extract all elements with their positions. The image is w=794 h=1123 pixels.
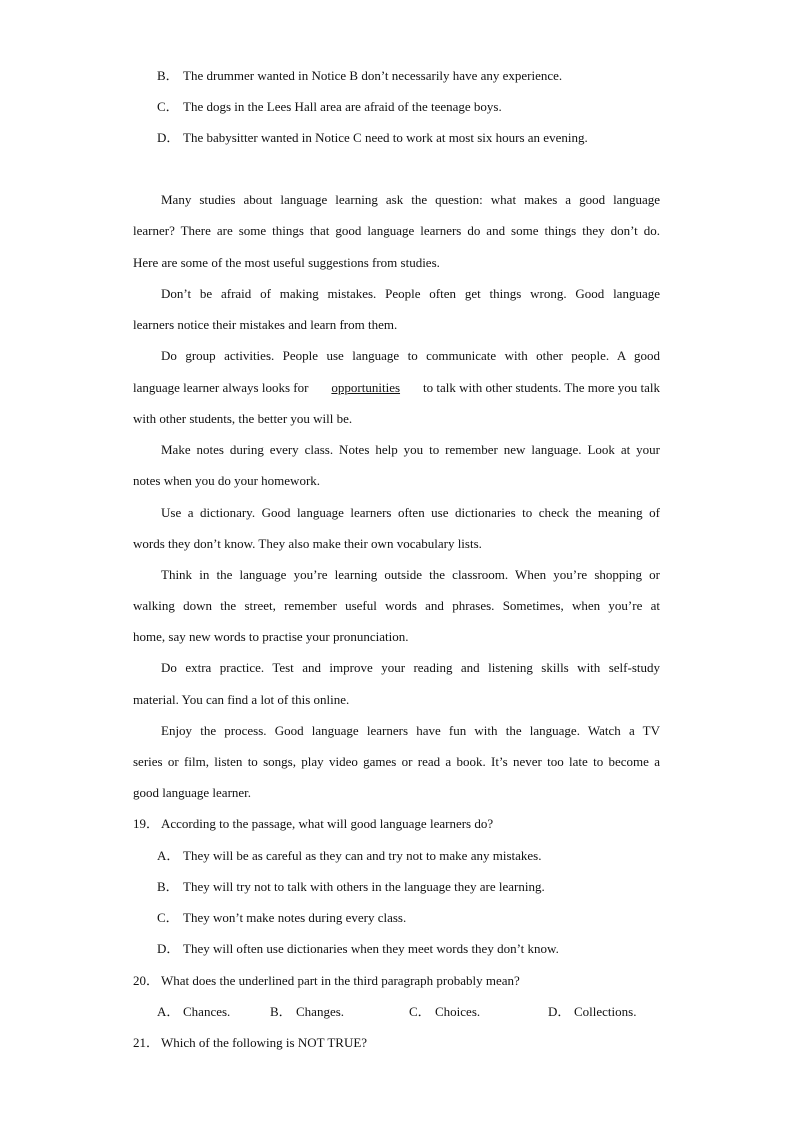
option-text: The drummer wanted in Notice B don’t necessarily have any experience. [183,68,563,83]
prev-option-b [157,68,562,84]
option-label: C． [409,1004,431,1019]
option-text: Collections. [574,1004,637,1019]
option-text: They will try not to talk with others in the language they are learning. [183,879,545,894]
question-20 [133,973,520,989]
question-21 [133,1035,367,1051]
option-label: A． [157,1004,180,1019]
passage-line: Think in the language you’re learning outside the classroom. When you’re shopping or [161,567,660,582]
passage-line-suffix: to talk with other students. The more you talk [423,380,660,395]
question-19 [133,816,493,832]
option-label: A． [157,848,180,863]
option-label: D． [157,941,180,956]
passage-line: Here are some of the most useful suggestions from studies. [133,255,440,270]
option-text: They will often use dictionaries when they meet words they don’t know. [183,941,559,956]
prev-option-d [157,130,588,146]
question-number: 21． [133,1035,160,1050]
question-number: 19． [133,816,160,831]
passage-line: with other students, the better you will be. [133,411,353,426]
question-text: What does the underlined part in the third paragraph probably mean? [161,973,520,988]
question-19-option-a[interactable] [157,848,541,864]
passage-line: Do extra practice. Test and improve your reading and listening skills with self-study [161,660,660,675]
underlined-word: opportunities [331,380,401,395]
question-number: 20． [133,973,160,988]
passage-line: learners notice their mistakes and learn from them. [133,317,398,332]
passage-line: Use a dictionary. Good language learners often use dictionaries to check the meaning of [161,505,660,520]
passage-line: learner? There are some things that good language learners do and some things they don’t do. [133,223,660,238]
option-text: The babysitter wanted in Notice C need to work at most six hours an evening. [183,130,588,145]
passage-line: material. You can find a lot of this online. [133,692,350,707]
option-text: The dogs in the Lees Hall area are afraid of the teenage boys. [183,99,502,114]
passage-line: good language learner. [133,785,252,800]
passage-line: words they don’t know. They also make their own vocabulary lists. [133,536,482,551]
passage-line: Do group activities. People use language to communicate with other people. A good [161,348,660,363]
passage-line: Enjoy the process. Good language learners have fun with the language. Watch a TV [161,723,660,738]
question-19-option-c[interactable] [157,910,406,926]
option-label: B． [157,68,179,83]
passage-line: home, say new words to practise your pronunciation. [133,629,409,644]
option-label: D． [548,1004,571,1019]
passage-line: series or film, listen to songs, play video games or read a book. It’s never too late to become a [133,754,660,769]
passage-line-underlined [133,380,660,396]
question-text: According to the passage, what will good language learners do? [161,816,494,831]
question-20-option-c[interactable] [409,1004,480,1020]
question-19-option-b[interactable] [157,879,545,895]
passage-line: notes when you do your homework. [133,473,321,488]
passage-line: Many studies about language learning ask the question: what makes a good language [161,192,660,207]
option-label: D． [157,130,180,145]
question-20-option-a[interactable] [157,1004,230,1020]
option-text: Chances. [183,1004,231,1019]
option-label: C． [157,99,179,114]
question-19-option-d[interactable] [157,941,559,957]
question-20-option-d[interactable] [548,1004,636,1020]
option-text: They will be as careful as they can and try not to make any mistakes. [183,848,542,863]
option-label: B． [157,879,179,894]
prev-option-c [157,99,502,115]
passage-line: Don’t be afraid of making mistakes. People often get things wrong. Good language [161,286,660,301]
option-label: C． [157,910,179,925]
option-text: Changes. [296,1004,345,1019]
option-label: B． [270,1004,292,1019]
option-text: Choices. [435,1004,481,1019]
passage-line: Make notes during every class. Notes help you to remember new language. Look at your [161,442,660,457]
passage-line: walking down the street, remember useful words and phrases. Sometimes, when you’re at [133,598,660,613]
question-20-option-b[interactable] [270,1004,344,1020]
option-text: They won’t make notes during every class. [183,910,407,925]
question-text: Which of the following is NOT TRUE? [161,1035,368,1050]
passage-line-prefix: language learner always looks for [133,380,309,395]
